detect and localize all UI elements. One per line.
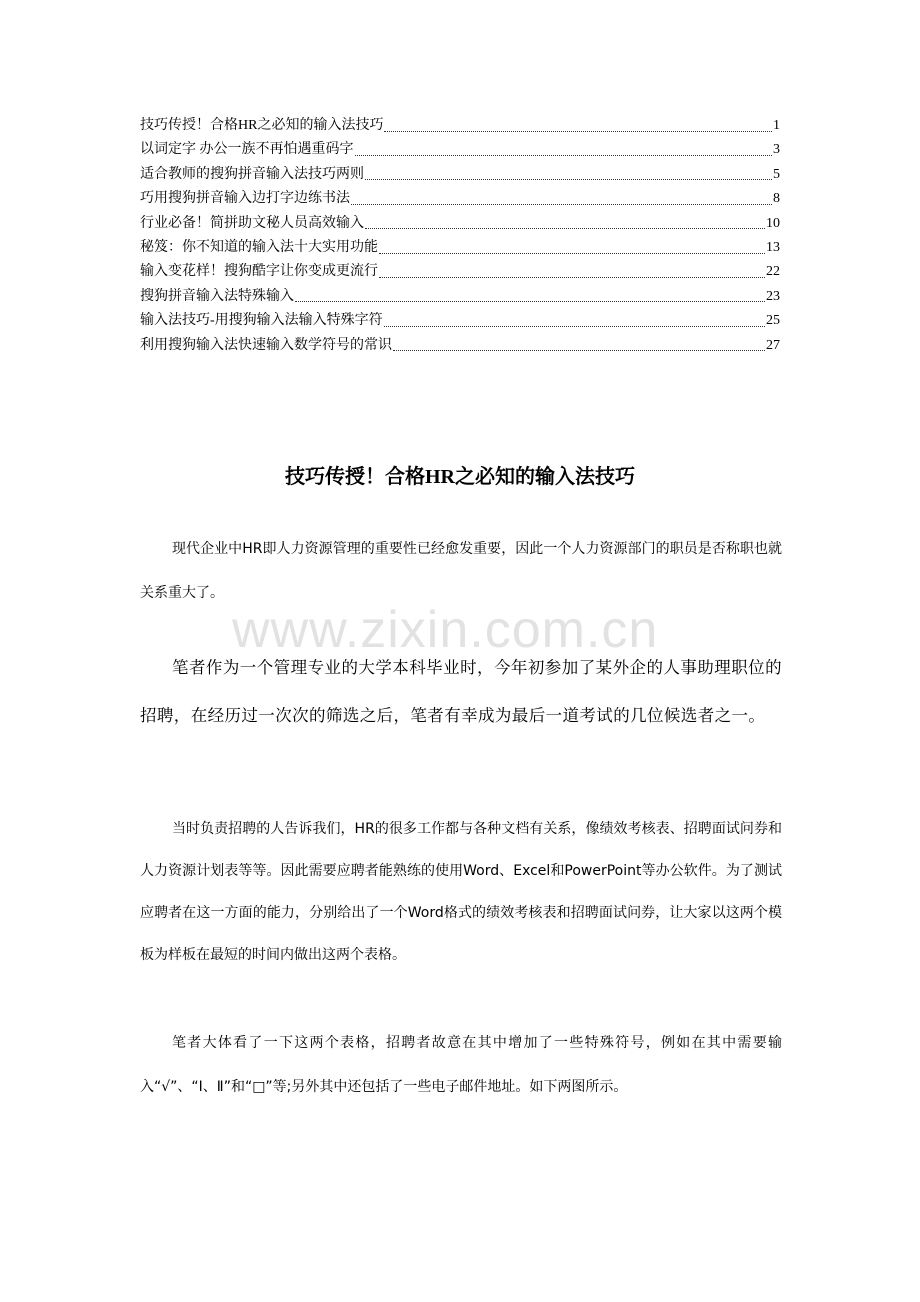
toc-entry-page: 3	[773, 142, 780, 158]
toc-entry-page: 22	[766, 264, 780, 280]
toc-dot-leader	[295, 301, 765, 302]
toc-dot-leader	[379, 253, 765, 254]
toc-dot-leader	[365, 228, 765, 229]
toc-entry-title: 以词定字 办公一族不再怕遇重码字	[140, 142, 354, 158]
toc-dot-leader	[351, 204, 772, 205]
toc-dot-leader	[355, 155, 773, 156]
toc-entry-title: 输入法技巧-用搜狗输入法输入特殊字符	[140, 313, 383, 329]
toc-entry-page: 5	[773, 166, 780, 182]
toc-entry[interactable]	[140, 163, 780, 187]
toc-entry[interactable]	[140, 236, 780, 260]
toc-entry[interactable]	[140, 285, 780, 309]
toc-dot-leader	[379, 277, 765, 278]
toc-entry-page: 13	[766, 239, 780, 255]
toc-dot-leader	[384, 131, 772, 132]
toc-dot-leader	[365, 179, 772, 180]
body-paragraph: 笔者大体看了一下这两个表格，招聘者故意在其中增加了一些特殊符号，例如在其中需要输入“√”、“Ⅰ、Ⅱ”和“□”等;另外其中还包括了一些电子邮件地址。如下两图所示。	[140, 1035, 782, 1095]
table-of-contents	[140, 114, 780, 358]
toc-entry[interactable]	[140, 334, 780, 358]
toc-entry[interactable]	[140, 187, 780, 211]
toc-entry-page: 1	[773, 118, 780, 133]
toc-entry[interactable]	[140, 114, 780, 138]
toc-entry[interactable]	[140, 260, 780, 284]
body-paragraph: 当时负责招聘的人告诉我们，HR的很多工作都与各种文档有关系，像绩效考核表、招聘面试问券和人力资源计划表等等。因此需要应聘者能熟练的使用Word、Excel和PowerPoint等办公软件。为了测试应聘者在这一方面的能力，分别给出了一个Word格式的绩效考核表和招聘面试问券，让大家以这两个模板为样板在最短的时间内做出这两个表格。	[140, 821, 782, 963]
toc-entry-page: 25	[766, 313, 780, 329]
toc-dot-leader	[384, 326, 765, 327]
toc-entry-title: 巧用搜狗拼音输入边打字边练书法	[140, 191, 350, 207]
toc-entry-title: 适合教师的搜狗拼音输入法技巧两则	[140, 166, 364, 182]
toc-entry-title: 输入变花样！搜狗酷字让你变成更流行	[140, 264, 378, 280]
toc-entry-title: 行业必备！简拼助文秘人员高效输入	[140, 215, 364, 231]
toc-dot-leader	[393, 350, 765, 351]
toc-entry-page: 23	[766, 288, 780, 304]
body-paragraph: 现代企业中HR即人力资源管理的重要性已经愈发重要，因此一个人力资源部门的职员是否称职也就关系重大了。	[140, 541, 782, 601]
toc-entry-page: 8	[773, 191, 780, 207]
article-heading: 技巧传授！合格HR之必知的输入法技巧	[285, 466, 635, 488]
toc-entry-title: 利用搜狗输入法快速输入数学符号的常识	[140, 337, 392, 353]
toc-entry-title: 搜狗拼音输入法特殊输入	[140, 288, 294, 304]
toc-entry[interactable]	[140, 212, 780, 236]
body-paragraph: 笔者作为一个管理专业的大学本科毕业时，今年初参加了某外企的人事助理职位的招聘，在经历过一次次的筛选之后，笔者有幸成为最后一道考试的几位候选者之一。	[140, 658, 782, 725]
watermark: www.zixin.com.cn	[232, 601, 659, 659]
toc-entry[interactable]	[140, 309, 780, 333]
toc-entry-title: 秘笈：你不知道的输入法十大实用功能	[140, 239, 378, 255]
toc-entry-page: 27	[766, 337, 780, 353]
toc-entry-page: 10	[766, 215, 780, 231]
toc-entry-title: 技巧传授！合格HR之必知的输入法技巧	[140, 118, 384, 133]
toc-entry[interactable]	[140, 138, 780, 162]
